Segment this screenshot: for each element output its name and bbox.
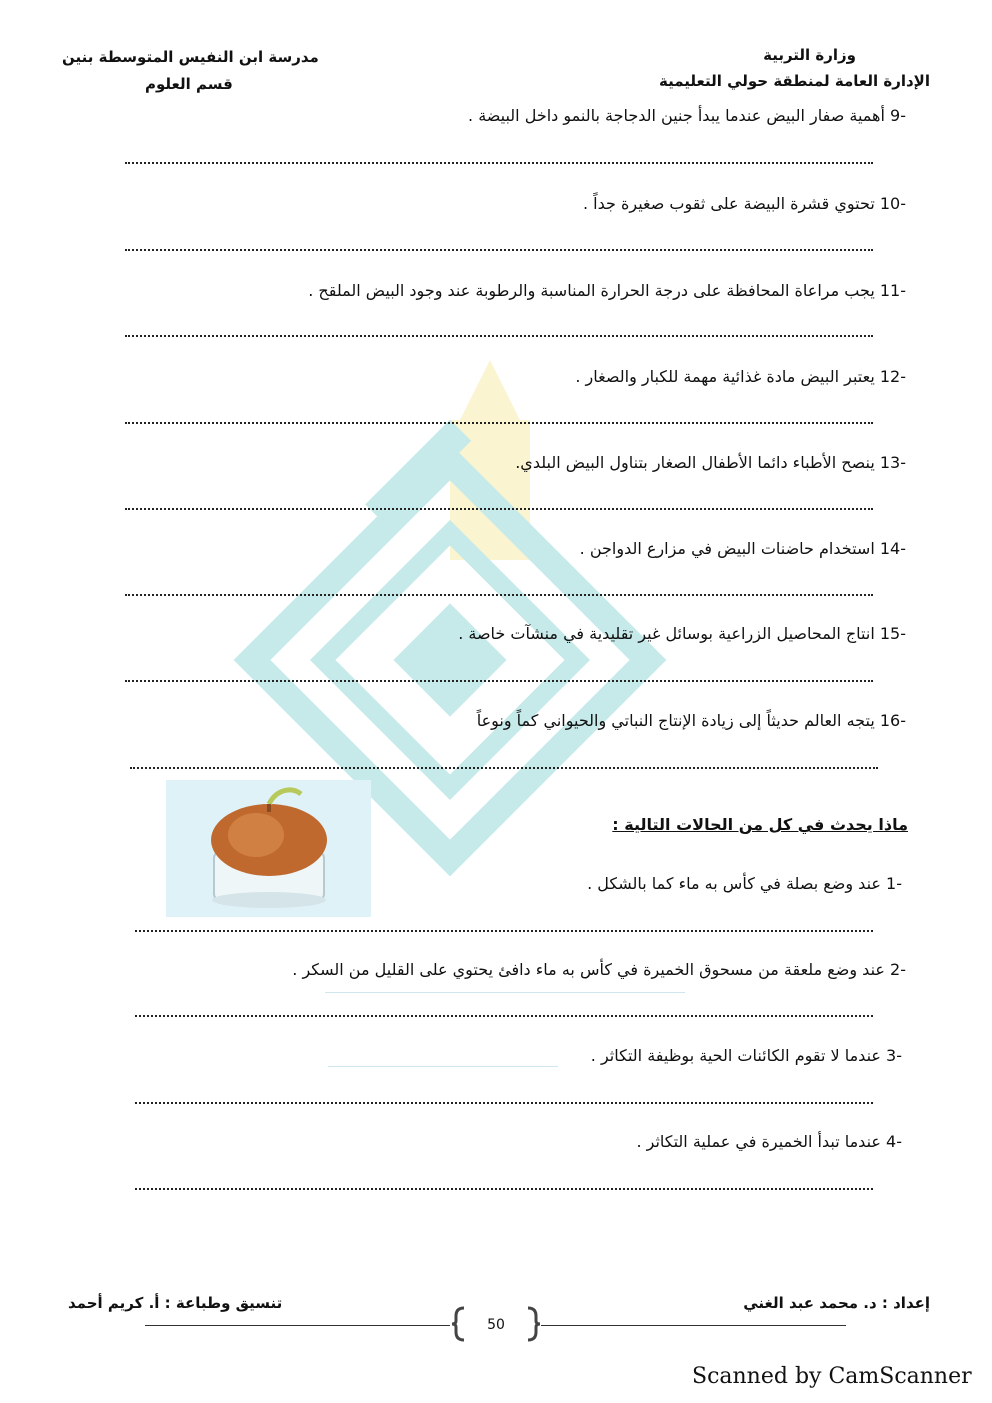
answer-line-14[interactable] [125,594,873,596]
answer-line-15[interactable] [125,680,873,682]
page-number: 50 [487,1317,505,1333]
question-13: -13 ينصح الأطباء دائما الأطفال الصغار بتناول البيض البلدي. [515,453,906,472]
answer-line-case-3[interactable] [135,1102,873,1104]
question-16: -16 يتجه العالم حديثاً إلى زيادة الإنتاج النباتي والحيواني كماً ونوعاً [476,711,906,730]
faint-line [328,1066,558,1067]
answer-line-16[interactable] [130,767,878,769]
scanner-watermark: Scanned by CamScanner [692,1364,972,1389]
answer-line-case-4[interactable] [135,1188,873,1190]
footer-rule-left [145,1325,450,1326]
answer-line-11[interactable] [125,335,873,337]
faint-line [325,992,685,993]
onion-in-glass-image [166,780,371,917]
case-3: -3 عندما لا تقوم الكائنات الحية بوظيفة التكاثر . [590,1046,902,1065]
case-4: -4 عندما تبدأ الخميرة في عملية التكاثر . [636,1132,902,1151]
answer-line-case-1[interactable] [135,930,873,932]
question-15: -15 انتاج المحاصيل الزراعية بوسائل غير تقليدية في منشآت خاصة . [458,624,906,643]
answer-line-9[interactable] [125,162,873,164]
school-name: مدرسة ابن النفيس المتوسطة بنين [62,48,319,66]
prepared-by: إعداد : د. محمد عبد الغني [743,1294,930,1312]
case-2: -2 عند وضع ملعقة من مسحوق الخميرة في كأس به ماء دافئ يحتوي على القليل من السكر . [292,960,906,979]
directorate-name: الإدارة العامة لمنطقة حولي التعليمية [658,72,930,90]
question-10: -10 تحتوي قشرة البيضة على ثقوب صغيرة جداً . [582,194,906,213]
coordination-by: تنسيق وطباعة : أ. كريم أحمد [68,1294,283,1312]
question-9: -9 أهمية صفار البيض عندما يبدأ جنين الدجاجة بالنمو داخل البيضة . [468,106,906,125]
footer-rule-right [541,1325,846,1326]
section-title: ماذا يحدث في كل من الحالات التالية : [612,815,908,834]
question-11: -11 يجب مراعاة المحافظة على درجة الحرارة المناسبة والرطوبة عند وجود البيض الملقح . [308,281,906,300]
question-14: -14 استخدام حاضنات البيض في مزارع الدواجن . [579,539,906,558]
question-12: -12 يعتبر البيض مادة غذائية مهمة للكبار والصغار . [575,367,906,386]
department-name: قسم العلوم [145,75,233,93]
case-1: -1 عند وضع بصلة في كأس به ماء كما بالشكل . [587,874,902,893]
answer-line-case-2[interactable] [135,1015,873,1017]
answer-line-13[interactable] [125,508,873,510]
answer-line-12[interactable] [125,422,873,424]
ministry-name: وزارة التربية [763,46,856,64]
answer-line-10[interactable] [125,249,873,251]
